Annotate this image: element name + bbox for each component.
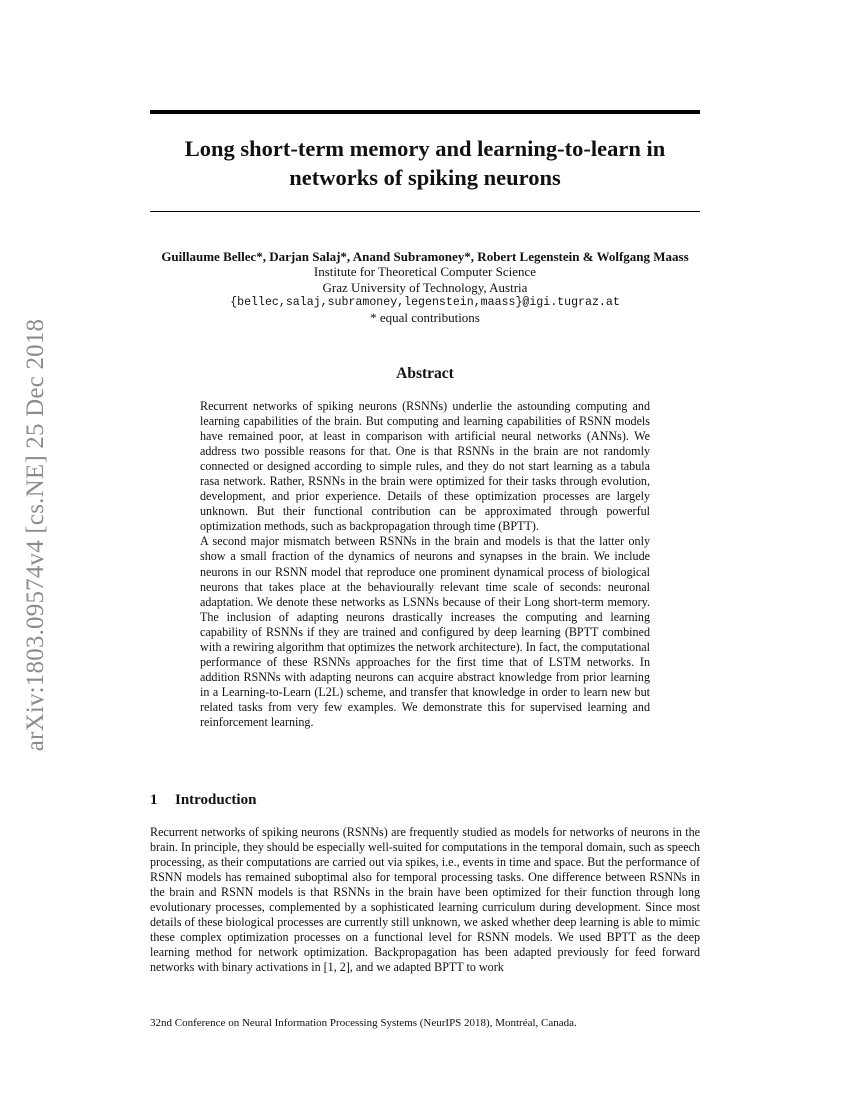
section-heading-introduction (150, 792, 256, 809)
abstract-heading: Abstract (396, 365, 454, 382)
author-institute: Institute for Theoretical Computer Science (313, 264, 537, 280)
author-university: Graz University of Technology, Austria (322, 279, 528, 295)
introduction-paragraph: Recurrent networks of spiking neurons (RSNNs) are frequently studied as models for networks of neurons in the brain. In principle, they should be especially well-suited for computations in the temporal domain, such as speech processing, as their computations are carried out via spikes, i.e., events in time and space. But the performance of RSNN models has remained suboptimal also for temporal processing tasks. One difference between RSNNs in the brain and RSNN models is that RSNNs in the brain have been optimized for their function through long evolutionary processes, complemented by a sophisticated learning curriculum during development. Since most details of these biological processes are currently still unknown, we asked whether deep learning is able to mimic these complex optimization processes on a functional level for RSNN models. We used BPTT as the deep learning method for network optimization. Backpropagation has been adapted previously for feed forward networks with binary activations in [1, 2], and we adapted BPTT to work (150, 825, 700, 975)
title-top-rule (150, 110, 700, 114)
section-number: 1 (150, 792, 158, 808)
section-title: Introduction (175, 792, 257, 808)
abstract-paragraph: A second major mismatch between RSNNs in the brain and models is that the latter only show a small fraction of the dynamics of neurons and synapses in the brain. We include neurons in our RSNN model that reproduce one prominent dynamical process of biological neurons that takes place at the behaviourally relevant time scale of seconds: neuronal adaptation. We denote these networks as LSNNs because of their Long short-term memory. The inclusion of adapting neurons drastically increases the computing and learning capability of RSNNs if they are trained and configured by deep learning (BPTT combined with a rewiring algorithm that optimizes the network architecture). In fact, the computational performance of these RSNNs approaches for the first time that of LSTM networks. In addition RSNNs with adapting neurons can acquire abstract knowledge from prior learning in a Learning-to-Learn (L2L) scheme, and transfer that knowledge in order to learn new but related tasks from very few examples. We demonstrate this for supervised learning and reinforcement learning. (200, 534, 651, 729)
abstract-paragraph: Recurrent networks of spiking neurons (RSNNs) underlie the astounding computing and learning capabilities of the brain. But computing and learning capabilities of RSNN models have remained poor, at least in comparison with artificial neural networks (ANNs). We address two possible reasons for that. One is that RSNNs in the brain are not randomly connected or designed according to simple rules, and they do not start learning as a tabula rasa network. Rather, RSNNs in the brain were optimized for their tasks through evolution, development, and prior experience. Details of these optimization processes are largely unknown. But their functional contribution can be approximated through powerful optimization methods, such as backpropagation through time (BPTT). (200, 399, 650, 534)
author-block (110, 249, 740, 325)
equal-contribution-note: * equal contributions (370, 310, 480, 326)
arxiv-identifier-stamp: arXiv:1803.09574v4 [cs.NE] 25 Dec 2018 (22, 318, 49, 752)
abstract-body (200, 399, 650, 730)
conference-footnote: 32nd Conference on Neural Information Processing Systems (NeurIPS 2018), Montréal, Canada. (150, 1017, 577, 1029)
paper-title: Long short-term memory and learning-to-learn in networks of spiking neurons (184, 136, 666, 190)
author-names: Guillaume Bellec*, Darjan Salaj*, Anand Subramoney*, Robert Legenstein & Wolfgang Maass (161, 249, 689, 264)
title-bottom-rule (150, 211, 700, 212)
author-emails: {bellec,salaj,subramoney,legenstein,maass}@igi.tugraz.at (230, 295, 620, 309)
